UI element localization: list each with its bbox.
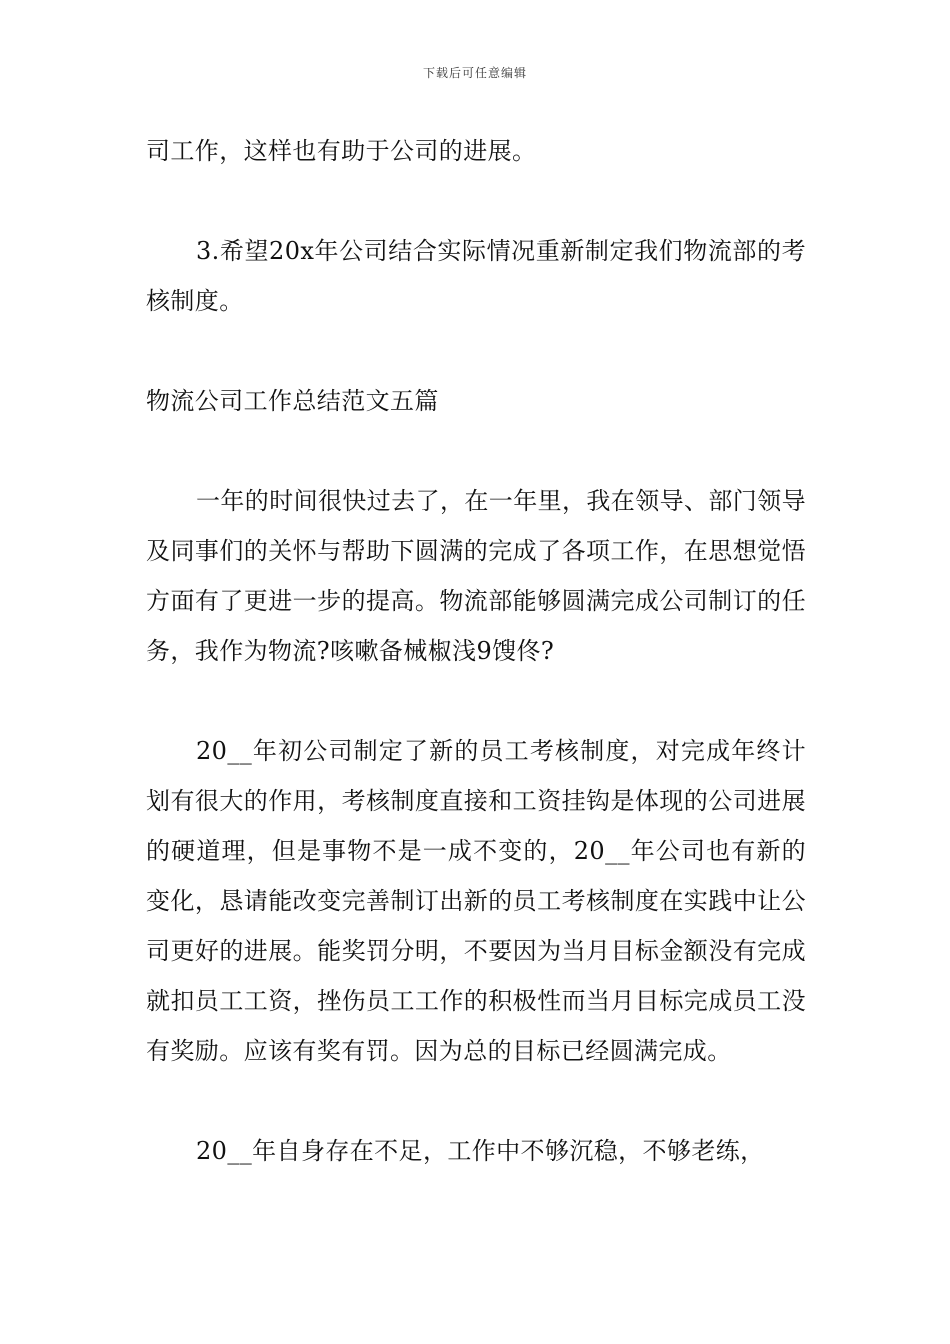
section-title: 物流公司工作总结范文五篇 (146, 387, 439, 415)
page-header: 下载后可任意编辑 (422, 66, 527, 80)
document-body (146, 126, 806, 1176)
paragraph-5: 20__年自身存在不足，工作中不够沉稳，不够老练， (196, 1137, 765, 1165)
paragraph-1: 司工作，这样也有助于公司的进展。 (146, 137, 537, 165)
paragraph-4: 20__年初公司制定了新的员工考核制度，对完成年终计划有很大的作用，考核制度直接和工资挂钩是体现的公司进展的硬道理，但是事物不是一成不变的，20__年公司也有新的变化，恳请能改变完善制订出新的员工考核制度在实践中让公司更好的进展。能奖罚分明，不要因为当月目标金额没有完成就扣员工工资，挫伤员工工作的积极性而当月目标完成员工没有奖励。应该有奖有罚。因为总的目标已经圆满完成。 (146, 737, 806, 1065)
paragraph-3: 一年的时间很快过去了，在一年里，我在领导、部门领导及同事们的关怀与帮助下圆满的完成了各项工作，在思想觉悟方面有了更进一步的提高。物流部能够圆满完成公司制订的任务，我作为物流?咳嗽备械椒浅9馊佟? (146, 487, 806, 665)
paragraph-2: 3.希望20x年公司结合实际情况重新制定我们物流部的考核制度。 (146, 237, 806, 315)
